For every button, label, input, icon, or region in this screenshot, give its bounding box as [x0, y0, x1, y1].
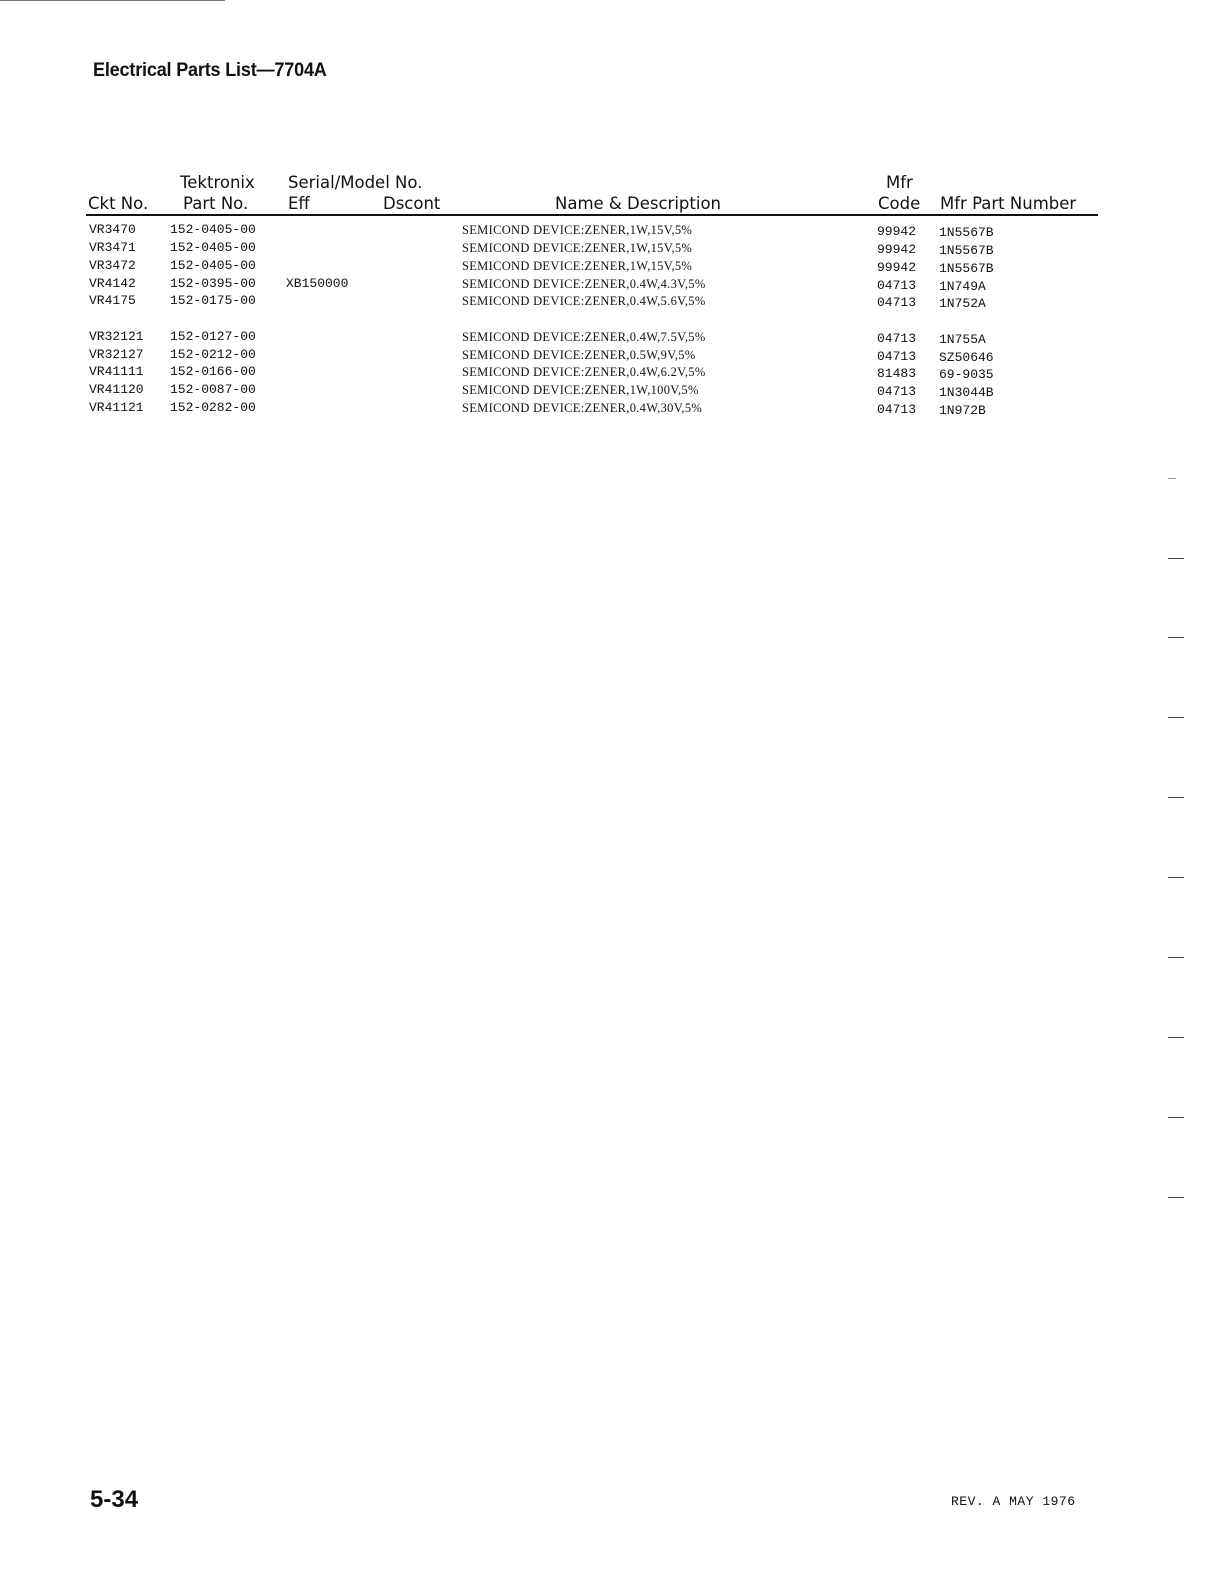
ckt-no-cell: VR32127	[89, 347, 144, 362]
ckt-no-cell: VR3472	[89, 258, 136, 273]
mfr-part-cell: 1N5567B	[939, 261, 994, 276]
description-cell: SEMICOND DEVICE:ZENER,0.4W,7.5V,5%	[462, 330, 706, 344]
part-no-cell: 152-0282-00	[170, 400, 256, 415]
header-mfr: Mfr	[886, 173, 913, 192]
header-eff: Eff	[288, 194, 310, 213]
margin-mark	[1168, 637, 1184, 638]
mfr-code-cell: 04713	[877, 295, 917, 310]
header-serial-model: Serial/Model No.	[288, 173, 423, 192]
description-cell: SEMICOND DEVICE:ZENER,0.4W,30V,5%	[462, 401, 703, 415]
description-cell: SEMICOND DEVICE:ZENER,0.4W,5.6V,5%	[462, 294, 706, 308]
ckt-no-cell: VR32121	[89, 329, 144, 344]
part-no-cell: 152-0395-00	[170, 276, 256, 291]
part-no-cell: 152-0127-00	[170, 329, 256, 344]
part-no-cell: 152-0405-00	[170, 222, 256, 237]
margin-mark	[1168, 797, 1184, 798]
description-cell: SEMICOND DEVICE:ZENER,0.4W,6.2V,5%	[462, 365, 706, 379]
part-no-cell: 152-0212-00	[170, 347, 256, 362]
part-no-cell: 152-0166-00	[170, 364, 256, 379]
margin-mark	[1168, 957, 1184, 958]
header-part-no: Part No.	[183, 194, 249, 213]
mfr-part-cell: 1N3044B	[939, 385, 994, 400]
mfr-code-cell: 99942	[877, 260, 917, 275]
ckt-no-cell: VR4142	[89, 276, 136, 291]
ckt-no-cell: VR41111	[89, 364, 144, 379]
margin-mark	[1168, 558, 1184, 559]
margin-mark	[1168, 1117, 1184, 1118]
description-cell: SEMICOND DEVICE:ZENER,0.4W,4.3V,5%	[462, 277, 706, 291]
header-ckt-no: Ckt No.	[88, 194, 149, 213]
mfr-part-cell: 69-9035	[939, 367, 994, 382]
description-cell: SEMICOND DEVICE:ZENER,1W,15V,5%	[462, 223, 693, 237]
ckt-no-cell: VR41120	[89, 382, 144, 397]
page-title: Electrical Parts List—7704A	[93, 60, 327, 81]
top-edge-line	[0, 0, 225, 1]
ckt-no-cell: VR41121	[89, 400, 144, 415]
mfr-code-cell: 04713	[877, 278, 917, 293]
ckt-no-cell: VR3471	[89, 240, 136, 255]
mfr-code-cell: 81483	[877, 366, 917, 381]
mfr-code-cell: 04713	[877, 384, 917, 399]
mfr-part-cell: 1N752A	[939, 296, 986, 311]
mfr-part-cell: 1N749A	[939, 279, 986, 294]
margin-mark	[1168, 1037, 1184, 1038]
description-cell: SEMICOND DEVICE:ZENER,1W,100V,5%	[462, 383, 699, 397]
mfr-part-cell: 1N972B	[939, 403, 986, 418]
mfr-code-cell: 04713	[877, 402, 917, 417]
mfr-part-cell: SZ50646	[939, 350, 994, 365]
revision-date: REV. A MAY 1976	[951, 1494, 1076, 1509]
description-cell: SEMICOND DEVICE:ZENER,1W,15V,5%	[462, 241, 693, 255]
header-name-description: Name & Description	[555, 194, 722, 213]
margin-mark	[1168, 717, 1184, 718]
part-no-cell: 152-0175-00	[170, 293, 256, 308]
ckt-no-cell: VR4175	[89, 293, 136, 308]
mfr-part-cell: 1N5567B	[939, 243, 994, 258]
header-mfr-part-number: Mfr Part Number	[940, 194, 1077, 213]
header-rule	[86, 214, 1098, 216]
ckt-no-cell: VR3470	[89, 222, 136, 237]
mfr-part-cell: 1N755A	[939, 332, 986, 347]
description-cell: SEMICOND DEVICE:ZENER,1W,15V,5%	[462, 259, 693, 273]
description-cell: SEMICOND DEVICE:ZENER,0.5W,9V,5%	[462, 348, 696, 362]
page-number: 5-34	[90, 1486, 139, 1513]
part-no-cell: 152-0405-00	[170, 240, 256, 255]
header-tektronix: Tektronix	[180, 173, 255, 192]
mfr-code-cell: 99942	[877, 224, 917, 239]
header-dscont: Dscont	[383, 194, 441, 213]
mfr-code-cell: 04713	[877, 331, 917, 346]
header-code: Code	[878, 194, 921, 213]
margin-mark	[1168, 478, 1176, 479]
mfr-part-cell: 1N5567B	[939, 225, 994, 240]
mfr-code-cell: 04713	[877, 349, 917, 364]
mfr-code-cell: 99942	[877, 242, 917, 257]
part-no-cell: 152-0405-00	[170, 258, 256, 273]
eff-cell: XB150000	[286, 276, 349, 291]
part-no-cell: 152-0087-00	[170, 382, 256, 397]
margin-mark	[1168, 1197, 1184, 1198]
margin-mark	[1168, 877, 1184, 878]
